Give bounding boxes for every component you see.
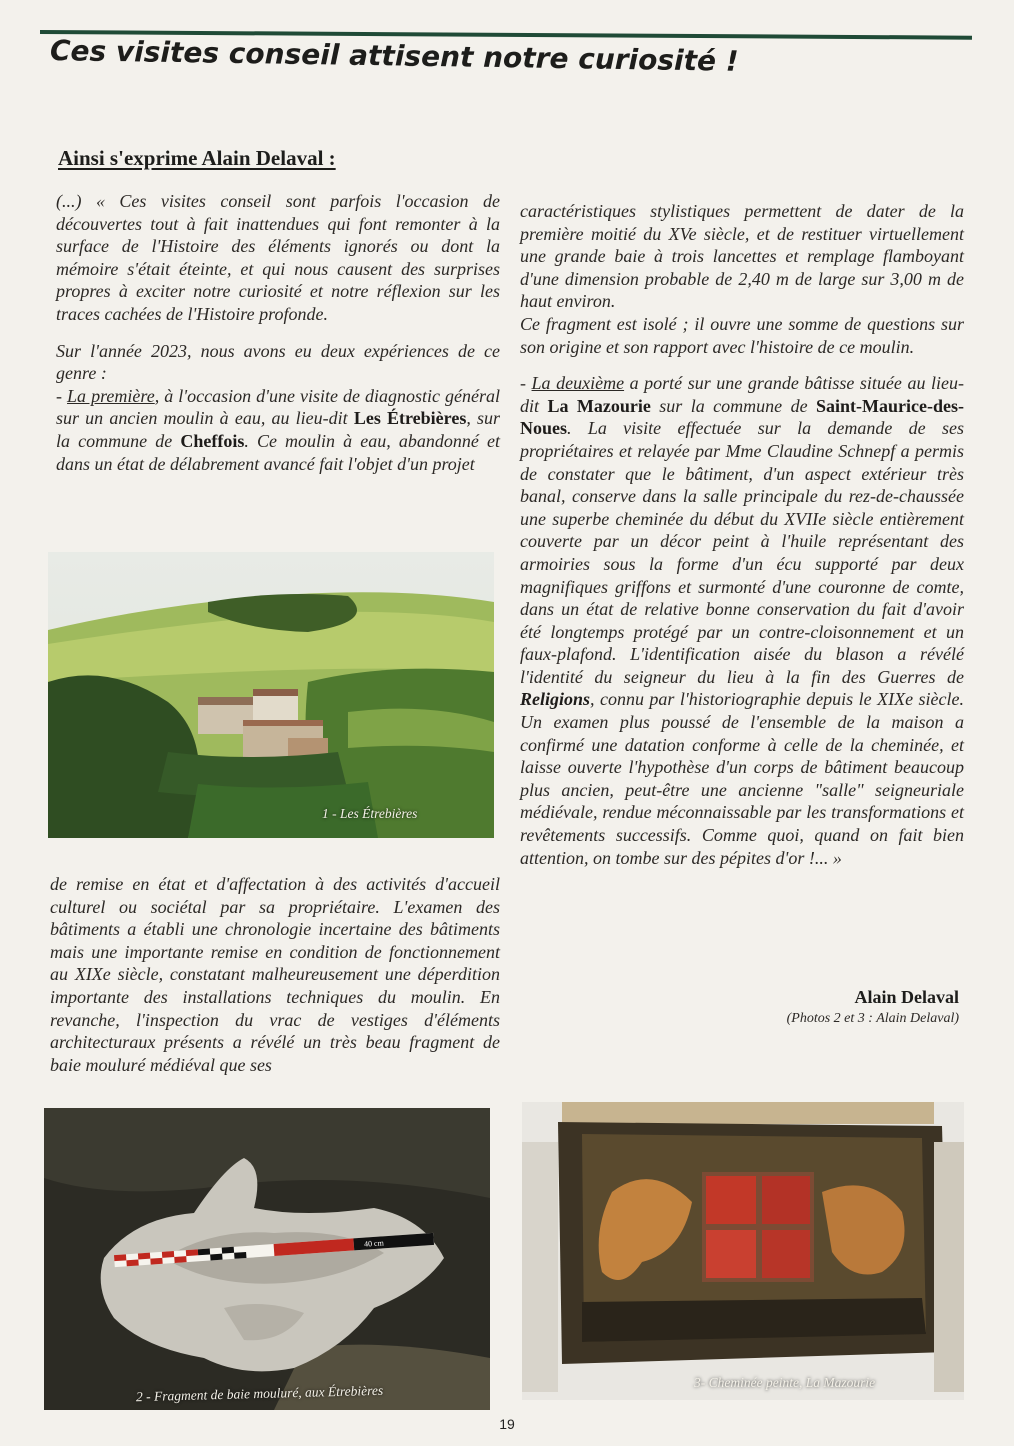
place-la-mazourie: La Mazourie — [547, 395, 651, 416]
photo1-caption: 1 - Les Étrebières — [322, 806, 418, 821]
continuation-paragraph: de remise en état et d'affectation à des activités d'accueil culturel ou sociétal par sa propriétaire. L'examen des bâtiments a établi une chronologie incertaine des bâtiments mais une importante remise en condition de fonctionnement au XIXe siècle, constatant malheureusement une déperdition importante des installations techniques du moulin. En revanche, l'inspection du vrac de vestiges d'éléments architecturaux présents a révélé un très beau fragment de baie mouluré médiéval que ses — [50, 874, 500, 1075]
town-saint-maurice: Saint-Maurice-des-Noues — [520, 395, 964, 439]
photo-les-etrebieres — [48, 552, 494, 838]
right-column — [520, 200, 964, 869]
photo-fragment-baie — [44, 1108, 490, 1410]
photo-credit: (Photos 2 et 3 : Alain Delaval) — [786, 1011, 959, 1026]
stone-fragment-image — [44, 1108, 490, 1410]
photo2-caption: 2 - Fragment de baie mouluré, aux Étrebières — [135, 1382, 384, 1405]
scale-bar-label: 40 cm — [363, 1238, 385, 1249]
first-visit-label: La première — [67, 385, 155, 406]
year-paragraph: Sur l'année 2023, nous avons eu deux expériences de ce genre : — [56, 340, 500, 384]
painted-fireplace-image — [522, 1102, 964, 1400]
fragment-paragraph: Ce fragment est isolé ; il ouvre une somme de questions sur son origine et son rapport avec l'histoire de ce moulin. — [520, 313, 964, 357]
second-visit-paragraph: - La deuxième a porté sur une grande bâtisse située au lieu-dit La Mazourie sur la commune de Saint-Maurice-des-Noues. La visite effectuée sur la demande de ses propriétaires et relayée par Mme Claudine Schnepf a permis de constater que le bâtiment, d'un aspect extérieur très banal, conserve dans la salle principale du rez-de-chaussée une superbe cheminée du début du XVIIe siècle entièrement couverte par un décor peint à l'huile représentant des armoiries sous la forme d'un écu supporté par deux magnifiques griffons et surmonté d'une couronne de comte, dans un état de relative bonne conservation du fait d'avoir été longtemps protégé par un contre-cloisonnement et un faux-plafond. L'identification aisée du blason a révélé l'identité du seigneur du lieu à la fin des Guerres de Religions, connu par l'historiographie depuis le XIXe siècle. Un examen plus poussé de l'ensemble de la maison a confirmé une datation conforme à celle de la cheminée, et laisse ouverte l'hypothèse d'un corps de bâtiment beaucoup plus ancien, peut-être une ancienne "salle" seigneuriale médiévale, rendue méconnaissable par les transformations et revêtements successifs. Comme quoi, quand on fait bien attention, on tombe sur des pépites d'or !... » — [520, 373, 964, 868]
first-visit-paragraph: - La première, à l'occasion d'une visite de diagnostic général sur un ancien moulin à eau, au lieu-dit Les Étrebières, sur la commune de Cheffois. Ce moulin à eau, abandonné et dans un état de délabrement avancé fait l'objet d'un projet — [56, 385, 501, 474]
author-name: Alain Delaval — [854, 987, 959, 1007]
dating-paragraph: caractéristiques stylistiques permettent de dater de la première moitié du XVe siècle, et de restituer virtuellement une grande baie à trois lancettes et remplage flamboyant d'une dimension probable de 2,40 m de large sur 3,00 m de haut environ. — [520, 201, 964, 312]
page-title: Ces visites conseil attisent notre curiosité ! — [49, 34, 739, 78]
second-visit-label: La deuxième — [531, 373, 625, 394]
page-number: 19 — [499, 1416, 515, 1432]
signature-block — [787, 987, 959, 1027]
left-column-bottom — [50, 873, 500, 1076]
section-subheading: Ainsi s'exprime Alain Delaval : — [58, 146, 336, 170]
left-column-top — [56, 190, 500, 475]
town-cheffois: Cheffois — [180, 430, 245, 451]
intro-paragraph: (...) « Ces visites conseil sont parfois l'occasion de découvertes tout à fait inattendues qui font remonter à la surface de l'Histoire des éléments ignorés ou dont la mémoire s'était éteinte, et qui nous causent des surprises propres à exciter notre curiosité et notre réflexion sur les traces cachées de l'Histoire profonde. — [56, 191, 500, 324]
place-les-etrebieres: Les Étrebières — [353, 408, 467, 429]
religions-word: Religions — [520, 689, 591, 710]
landscape-image — [48, 552, 494, 838]
photo3-caption: 3- Cheminée peinte, La Mazourie — [694, 1375, 876, 1390]
photo-cheminee-peinte — [522, 1102, 964, 1400]
